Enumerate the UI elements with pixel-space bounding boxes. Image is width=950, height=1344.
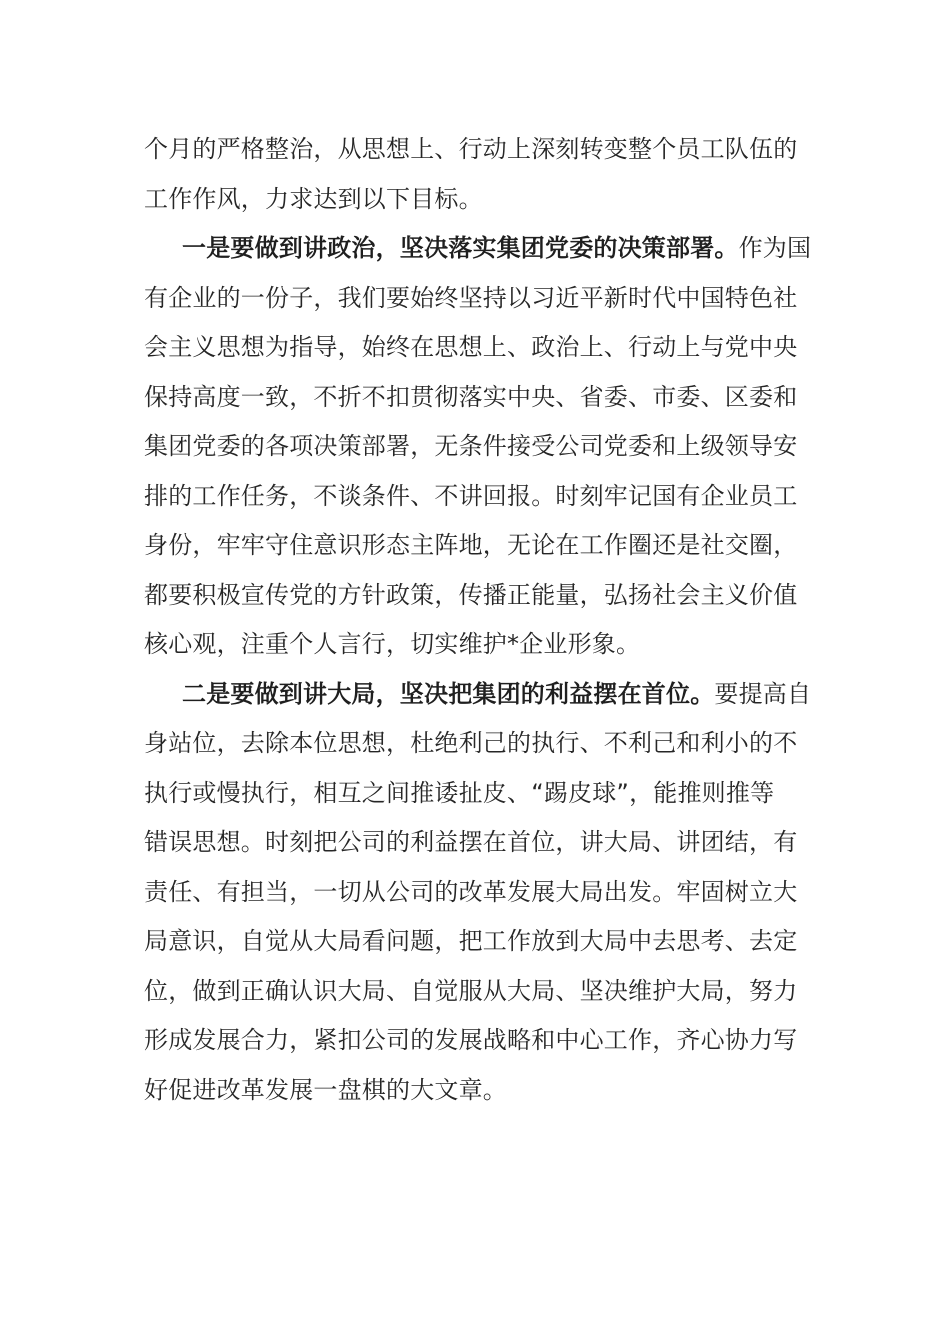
section2-first-line-rest: 要提高自 bbox=[714, 679, 812, 708]
section1-line: 都要积极宣传党的方针政策，传播正能量，弘扬社会主义价值 bbox=[144, 580, 798, 609]
section2-line: 好促进改革发展一盘棋的大文章。 bbox=[144, 1075, 507, 1104]
section1-line: 会主义思想为指导，始终在思想上、政治上、行动上与党中央 bbox=[144, 333, 798, 361]
section1-line: 集团党委的各项决策部署，无条件接受公司党委和上级领导安 bbox=[144, 432, 798, 460]
intro-line: 个月的严格整治，从思想上、行动上深刻转变整个员工队伍的 bbox=[144, 135, 798, 163]
section1-first-line-rest: 作为国 bbox=[738, 234, 812, 262]
section1-line: 身份，牢牢守住意识形态主阵地，无论在工作圈还是社交圈， bbox=[144, 531, 798, 559]
section1-heading: 一是要做到讲政治，坚决落实集团党委的决策部署。 bbox=[182, 234, 739, 262]
section2-line: 责任、有担当，一切从公司的改革发展大局出发。牢固树立大 bbox=[144, 877, 798, 906]
section2-line: 执行或慢执行，相互之间推诿扯皮、“踢皮球”，能推则推等 bbox=[144, 778, 775, 807]
section2-line: 局意识，自觉从大局看问题，把工作放到大局中去思考、去定 bbox=[144, 927, 798, 955]
document-body bbox=[144, 125, 812, 1115]
section2-heading: 二是要做到讲大局，坚决把集团的利益摆在首位。 bbox=[182, 679, 715, 708]
section2-first-line bbox=[144, 670, 812, 720]
section2-line: 位，做到正确认识大局、自觉服从大局、坚决维护大局，努力 bbox=[144, 976, 798, 1005]
section1-line: 排的工作任务，不谈条件、不讲回报。时刻牢记国有企业员工 bbox=[144, 481, 798, 510]
section1-first-line bbox=[144, 224, 812, 274]
section1-line: 有企业的一份子，我们要始终坚持以习近平新时代中国特色社 bbox=[144, 283, 798, 312]
section2-line: 形成发展合力，紧扣公司的发展战略和中心工作，齐心协力写 bbox=[144, 1026, 798, 1054]
intro-line: 工作作风，力求达到以下目标。 bbox=[144, 184, 483, 213]
section1-line: 核心观，注重个人言行，切实维护*企业形象。 bbox=[144, 630, 641, 658]
section2-line: 身站位，去除本位思想，杜绝利己的执行、不利己和利小的不 bbox=[144, 729, 798, 757]
section2-line: 错误思想。时刻把公司的利益摆在首位，讲大局、讲团结，有 bbox=[144, 828, 798, 856]
section1-line: 保持高度一致，不折不扣贯彻落实中央、省委、市委、区委和 bbox=[144, 382, 798, 411]
